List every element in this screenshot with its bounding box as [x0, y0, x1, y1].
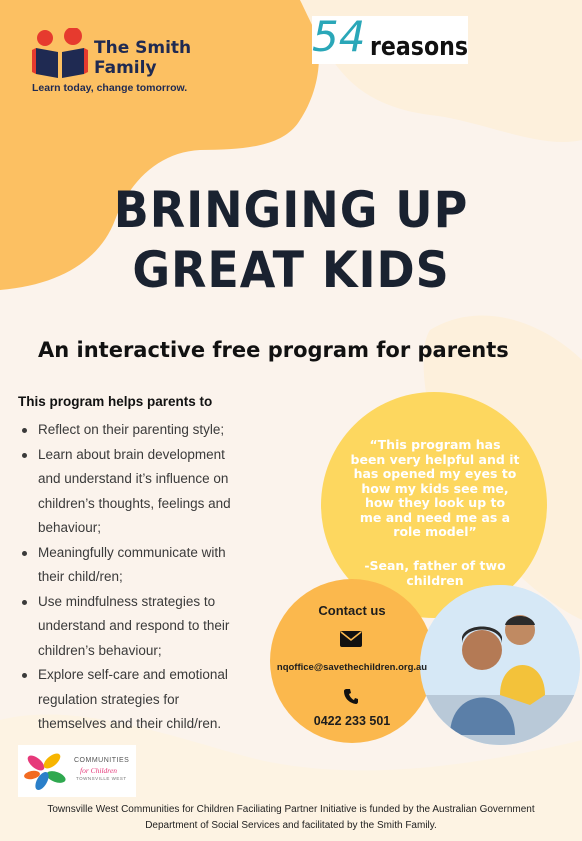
- partner-number: 54: [312, 12, 366, 61]
- cfc-line3: TOWNSVILLE WEST: [76, 776, 127, 781]
- testimonial-author: [330, 559, 540, 588]
- bullet-text: Learn about brain development: [38, 446, 225, 462]
- family-photo: [420, 585, 582, 745]
- envelope-icon: [340, 631, 362, 647]
- footer-line-1: Townsville West Communities for Children Faciliating Partner Initiative is funded by the Australian Government: [47, 804, 535, 815]
- communities-for-children-logo: [18, 745, 136, 797]
- program-bullet-list: [18, 418, 280, 737]
- footer-line-2: Department of Social Services and facilitated by the Smith Family.: [145, 820, 437, 831]
- bullet-item: [18, 418, 280, 443]
- bullet-text: regulation strategies for: [38, 691, 180, 707]
- program-intro: This program helps parents to: [18, 394, 213, 409]
- bullet-text: and understand it’s influence on: [38, 471, 229, 486]
- quote-line: how they look up to: [364, 495, 506, 510]
- pinwheel-icon: [22, 749, 68, 793]
- contact-phone-link[interactable]: 0422 233 501: [313, 714, 391, 728]
- testimonial-quote: [330, 438, 540, 540]
- quote-line: role model”: [393, 524, 477, 539]
- bullet-text: children’s behaviour;: [38, 642, 162, 658]
- bullet-item: [18, 541, 280, 590]
- cfc-line1: COMMUNITIES: [74, 757, 130, 764]
- bullet-item: [18, 590, 280, 664]
- org-name-line1: The Smith: [94, 38, 192, 58]
- quote-line: how my kids see me,: [361, 480, 509, 496]
- bullet-item: [18, 443, 280, 541]
- quote-line: “This program has: [369, 437, 501, 452]
- quote-line: me and need me as a: [359, 509, 511, 525]
- partner-word: reasons: [370, 32, 469, 62]
- bullet-text: Use mindfulness strategies to: [38, 593, 216, 609]
- bullet-text: Meaningfully communicate with: [38, 544, 226, 560]
- contact-email-link[interactable]: nqoffice@savethechildren.org.au: [276, 662, 428, 673]
- org-tagline: Learn today, change tomorrow.: [32, 82, 188, 94]
- bullet-text: children’s thoughts, feelings and: [38, 495, 231, 511]
- bullet-text: understand and respond to their: [38, 618, 230, 633]
- bullet-text: Reflect on their parenting style;: [38, 422, 225, 437]
- phone-icon: [344, 688, 358, 704]
- bullet-text: themselves and their child/ren.: [38, 716, 222, 731]
- partner-logo-54-reasons: [312, 12, 469, 64]
- funding-footer: [10, 802, 572, 834]
- org-name-line2: Family: [94, 58, 157, 78]
- smith-family-logo: [30, 28, 210, 98]
- page-title: [23, 180, 558, 300]
- bullet-text: their child/ren;: [38, 569, 123, 584]
- book-readers-icon: [30, 28, 90, 80]
- title-line-1: BRINGING UP: [113, 181, 469, 239]
- author-line: children: [406, 572, 464, 588]
- quote-line: been very helpful and it: [350, 451, 520, 467]
- cfc-line2: for Children: [80, 766, 118, 775]
- contact-title: Contact us: [318, 603, 386, 618]
- author-line: -Sean, father of two: [364, 558, 506, 573]
- title-line-2: GREAT KIDS: [132, 241, 450, 299]
- page-subtitle: An interactive free program for parents: [38, 338, 509, 362]
- bullet-text: Explore self-care and emotional: [38, 667, 228, 682]
- bullet-item: [18, 663, 280, 737]
- quote-line: has opened my eyes to: [353, 466, 517, 481]
- bullet-text: behaviour;: [38, 520, 102, 535]
